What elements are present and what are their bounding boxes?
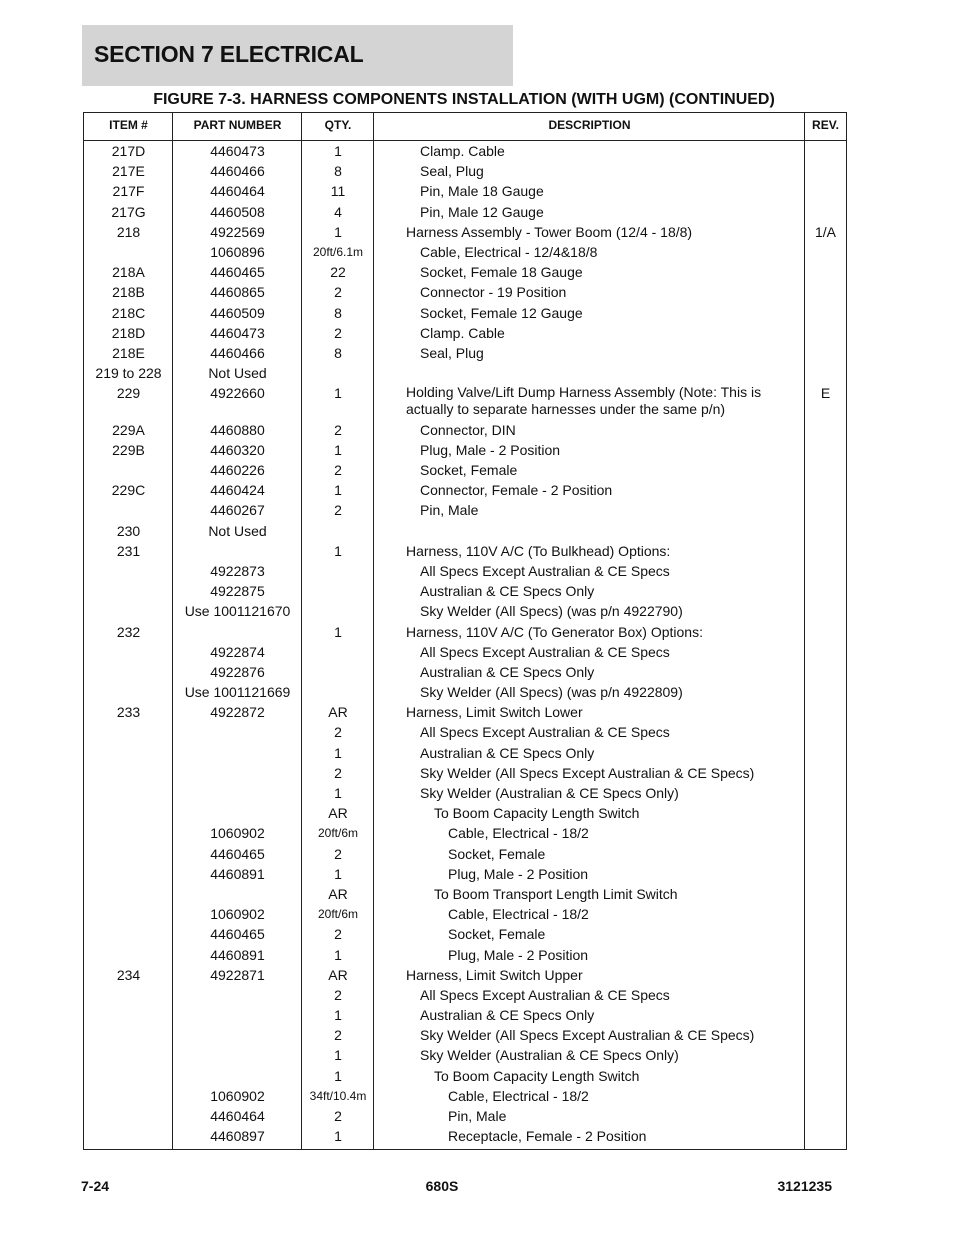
part-number-cell: 4922872 [210, 704, 265, 721]
qty-cell: 1 [334, 441, 342, 458]
description-cell: Clamp. Cable [420, 143, 505, 159]
header-part-number: PART NUMBER [193, 118, 282, 132]
part-number-cell: Not Used [208, 365, 267, 382]
table-row [84, 541, 846, 561]
item-cell: 232 [116, 623, 141, 640]
part-number-cell: 4460473 [210, 143, 265, 159]
description-cell: Sky Welder (All Specs Except Australian & CE Specs) [420, 764, 755, 781]
table-row [84, 242, 846, 262]
part-number-cell: 4460320 [210, 441, 265, 458]
description-cell: Socket, Female [420, 462, 518, 479]
description-cell: Cable, Electrical - 18/2 [448, 1087, 589, 1104]
item-cell: 219 to 228 [95, 365, 162, 382]
table-row [84, 460, 846, 480]
table-row [84, 323, 846, 343]
item-cell: 218A [112, 264, 145, 281]
description-cell: Holding Valve/Lift Dump Harness Assembly (Note: This is actually to separate harnesses under the same p/n) [406, 384, 762, 418]
table-row [84, 783, 846, 803]
document-number: 3121235 [777, 1178, 832, 1194]
qty-cell: 2 [334, 462, 342, 479]
description-cell: Sky Welder (All Specs) (was p/n 4922809) [420, 684, 683, 701]
qty-cell: 1 [334, 1067, 342, 1084]
part-number-cell: 4460508 [210, 203, 265, 220]
description-cell: Pin, Male 18 Gauge [420, 183, 544, 200]
part-number-cell: 4460865 [210, 284, 265, 301]
item-cell: 217E [112, 163, 145, 180]
table-row [84, 803, 846, 823]
qty-cell: 1 [334, 223, 342, 240]
description-cell: Sky Welder (Australian & CE Specs Only) [420, 785, 679, 802]
description-cell: All Specs Except Australian & CE Specs [420, 986, 670, 1003]
description-cell: Pin, Male 12 Gauge [420, 203, 544, 220]
table-row [84, 965, 846, 985]
description-cell: Connector - 19 Position [420, 284, 567, 301]
description-cell: All Specs Except Australian & CE Specs [420, 562, 670, 579]
qty-cell: AR [328, 885, 348, 902]
description-cell: To Boom Capacity Length Switch [434, 1067, 640, 1084]
rev-cell: E [820, 385, 831, 402]
qty-cell: 4 [334, 203, 342, 220]
qty-cell: 1 [334, 385, 342, 402]
description-cell: To Boom Transport Length Limit Switch [434, 885, 678, 902]
description-cell: Sky Welder (All Specs Except Australian & CE Specs) [420, 1027, 755, 1044]
description-cell: Australian & CE Specs Only [420, 663, 595, 680]
part-number-cell: 1060902 [210, 906, 265, 923]
description-cell: Cable, Electrical - 18/2 [448, 825, 589, 842]
item-cell: 229C [111, 482, 146, 499]
part-number-cell: 4460509 [210, 304, 265, 321]
table-row [84, 363, 846, 383]
item-cell: 218E [112, 344, 145, 361]
part-number-cell: 4922874 [210, 643, 265, 660]
table-row [84, 383, 846, 419]
table-row [84, 141, 846, 161]
part-number-cell: 4460897 [210, 1128, 265, 1145]
table-row [84, 601, 846, 621]
part-number-cell: 4922875 [210, 583, 265, 600]
section-banner [82, 25, 513, 86]
part-number-cell: 4460891 [210, 946, 265, 963]
description-cell: Harness, 110V A/C (To Generator Box) Options: [406, 623, 703, 640]
description-cell: Harness, Limit Switch Upper [406, 966, 583, 983]
part-number-cell: Use 1001121669 [184, 684, 291, 701]
description-cell: Plug, Male - 2 Position [420, 441, 561, 458]
table-row [84, 500, 846, 520]
qty-cell: AR [328, 704, 348, 721]
description-cell: Pin, Male [448, 1108, 507, 1125]
description-cell: Sky Welder (All Specs) (was p/n 4922790) [420, 603, 683, 620]
qty-cell: 1 [334, 482, 342, 499]
description-cell: Pin, Male [420, 502, 479, 519]
description-cell: To Boom Capacity Length Switch [434, 805, 640, 822]
item-cell: 218 [116, 223, 141, 240]
description-cell: Connector, Female - 2 Position [420, 482, 613, 499]
description-cell: Australian & CE Specs Only [420, 744, 595, 761]
description-cell: Harness Assembly - Tower Boom (12/4 - 18/8) [406, 223, 693, 240]
part-number-cell: 4460891 [210, 865, 265, 882]
qty-cell: 8 [334, 163, 342, 180]
qty-cell: 8 [334, 344, 342, 361]
description-cell: Sky Welder (Australian & CE Specs Only) [420, 1047, 679, 1064]
item-cell: 217D [111, 143, 146, 159]
part-number-cell: 4922569 [210, 223, 265, 240]
qty-cell: 1 [334, 1007, 342, 1024]
description-cell: Harness, 110V A/C (To Bulkhead) Options: [406, 542, 671, 559]
qty-cell: 2 [334, 502, 342, 519]
figure-title: FIGURE 7-3. HARNESS COMPONENTS INSTALLATION (WITH UGM) (CONTINUED) [153, 91, 775, 108]
description-cell: Connector, DIN [420, 421, 516, 438]
item-cell: 218B [112, 284, 145, 301]
item-cell: 230 [116, 522, 141, 539]
table-row [84, 985, 846, 1005]
qty-cell: 2 [334, 1027, 342, 1044]
qty-cell: 2 [334, 724, 342, 741]
rev-cell: 1/A [814, 223, 836, 240]
table-row [84, 1045, 846, 1065]
qty-cell: 1 [334, 946, 342, 963]
table-row [84, 1066, 846, 1086]
description-cell: Plug, Male - 2 Position [448, 865, 589, 882]
qty-cell: 1 [334, 143, 342, 159]
header-item: ITEM # [109, 118, 148, 132]
qty-cell: 2 [334, 986, 342, 1003]
description-cell: Socket, Female [448, 926, 546, 943]
header-description: DESCRIPTION [548, 118, 631, 132]
qty-cell: 1 [334, 1047, 342, 1064]
table-row [84, 823, 846, 843]
part-number-cell: 4460465 [210, 926, 265, 943]
description-cell: All Specs Except Australian & CE Specs [420, 724, 670, 741]
table-row [84, 1025, 846, 1045]
qty-cell: 1 [334, 744, 342, 761]
table-row [84, 622, 846, 642]
table-body [84, 141, 846, 1146]
qty-cell: 34ft/10.4m [309, 1088, 367, 1103]
qty-cell: 1 [334, 1128, 342, 1145]
qty-cell: AR [328, 966, 348, 983]
description-cell: Socket, Female [448, 845, 546, 862]
table-row [84, 480, 846, 500]
table-row [84, 161, 846, 181]
part-number-cell: 4460464 [210, 183, 265, 200]
table-row [84, 844, 846, 864]
item-cell: 229 [116, 385, 141, 402]
description-cell: Seal, Plug [420, 344, 484, 361]
qty-cell: 20ft/6m [317, 907, 359, 922]
qty-cell: 2 [334, 845, 342, 862]
qty-cell: 20ft/6.1m [312, 244, 364, 259]
part-number-cell: 4460465 [210, 264, 265, 281]
table-row [84, 561, 846, 581]
part-number-cell: Not Used [208, 522, 267, 539]
qty-cell: 2 [334, 421, 342, 438]
item-cell: 231 [116, 542, 141, 559]
description-cell: Plug, Male - 2 Position [448, 946, 589, 963]
qty-cell: 20ft/6m [317, 826, 359, 841]
description-cell: Socket, Female 18 Gauge [420, 264, 583, 281]
qty-cell: 1 [334, 542, 342, 559]
description-cell: Clamp. Cable [420, 324, 505, 341]
table-row [84, 262, 846, 282]
table-row [84, 1005, 846, 1025]
description-cell: Australian & CE Specs Only [420, 1007, 595, 1024]
description-cell: Cable, Electrical - 18/2 [448, 906, 589, 923]
table-row [84, 181, 846, 201]
part-number-cell: 4460473 [210, 324, 265, 341]
part-number-cell: 4460424 [210, 482, 265, 499]
qty-cell: 2 [334, 324, 342, 341]
part-number-cell: 1060902 [210, 1087, 265, 1104]
table-row [84, 763, 846, 783]
item-cell: 234 [116, 966, 141, 983]
table-row [84, 904, 846, 924]
part-number-cell: 4922660 [210, 385, 265, 402]
description-cell: All Specs Except Australian & CE Specs [420, 643, 670, 660]
qty-cell: 2 [334, 926, 342, 943]
table-row [84, 682, 846, 702]
table-row [84, 924, 846, 944]
qty-cell: 11 [330, 183, 346, 200]
qty-cell: 8 [334, 304, 342, 321]
table-row [84, 702, 846, 722]
table-row [84, 642, 846, 662]
table-row [84, 864, 846, 884]
table-row [84, 722, 846, 742]
qty-cell: 2 [334, 1108, 342, 1125]
part-number-cell: 4460267 [210, 502, 265, 519]
item-cell: 217F [112, 183, 145, 200]
qty-cell: 2 [334, 764, 342, 781]
part-number-cell: 4922876 [210, 663, 265, 680]
description-cell: Harness, Limit Switch Lower [406, 704, 583, 721]
part-number-cell: 1060902 [210, 825, 265, 842]
table-row [84, 202, 846, 222]
table-row [84, 662, 846, 682]
part-number-cell: 4460464 [210, 1108, 265, 1125]
section-title: SECTION 7 ELECTRICAL [94, 41, 364, 67]
part-number-cell: Use 1001121670 [184, 603, 291, 620]
description-cell: Australian & CE Specs Only [420, 583, 595, 600]
part-number-cell: 4922871 [210, 966, 265, 983]
table-row [84, 945, 846, 965]
description-cell: Socket, Female 12 Gauge [420, 304, 583, 321]
part-number-cell: 4460466 [210, 163, 265, 180]
part-number-cell: 4922873 [210, 562, 265, 579]
qty-cell: 1 [334, 785, 342, 802]
qty-cell: 22 [330, 264, 346, 281]
table-row [84, 1086, 846, 1106]
part-number-cell: 1060896 [210, 243, 265, 260]
table-row [84, 581, 846, 601]
table-row [84, 743, 846, 763]
header-qty: QTY. [324, 118, 352, 132]
item-cell: 218C [111, 304, 146, 321]
table-row [84, 222, 846, 242]
description-cell: Receptacle, Female - 2 Position [448, 1128, 647, 1145]
table-row [84, 440, 846, 460]
table-row [84, 420, 846, 440]
table-row [84, 521, 846, 541]
page-number: 7-24 [81, 1178, 110, 1194]
item-cell: 229A [112, 421, 145, 438]
part-number-cell: 4460880 [210, 421, 265, 438]
description-cell: Seal, Plug [420, 163, 484, 180]
part-number-cell: 4460465 [210, 845, 265, 862]
qty-cell: 1 [334, 865, 342, 882]
header-rev: REV. [812, 118, 839, 132]
qty-cell: 2 [334, 284, 342, 301]
table-row [84, 1106, 846, 1126]
part-number-cell: 4460226 [210, 462, 265, 479]
part-number-cell: 4460466 [210, 344, 265, 361]
item-cell: 233 [116, 704, 141, 721]
table-row [84, 1126, 846, 1146]
table-row [84, 282, 846, 302]
model-name: 680S [425, 1178, 459, 1194]
table-row [84, 343, 846, 363]
qty-cell: AR [328, 805, 348, 822]
item-cell: 229B [112, 441, 145, 458]
item-cell: 217G [111, 203, 146, 220]
qty-cell: 1 [334, 623, 342, 640]
description-cell: Cable, Electrical - 12/4&18/8 [420, 243, 598, 260]
parts-table [83, 112, 847, 1150]
item-cell: 218D [111, 324, 146, 341]
table-row [84, 303, 846, 323]
table-row [84, 884, 846, 904]
